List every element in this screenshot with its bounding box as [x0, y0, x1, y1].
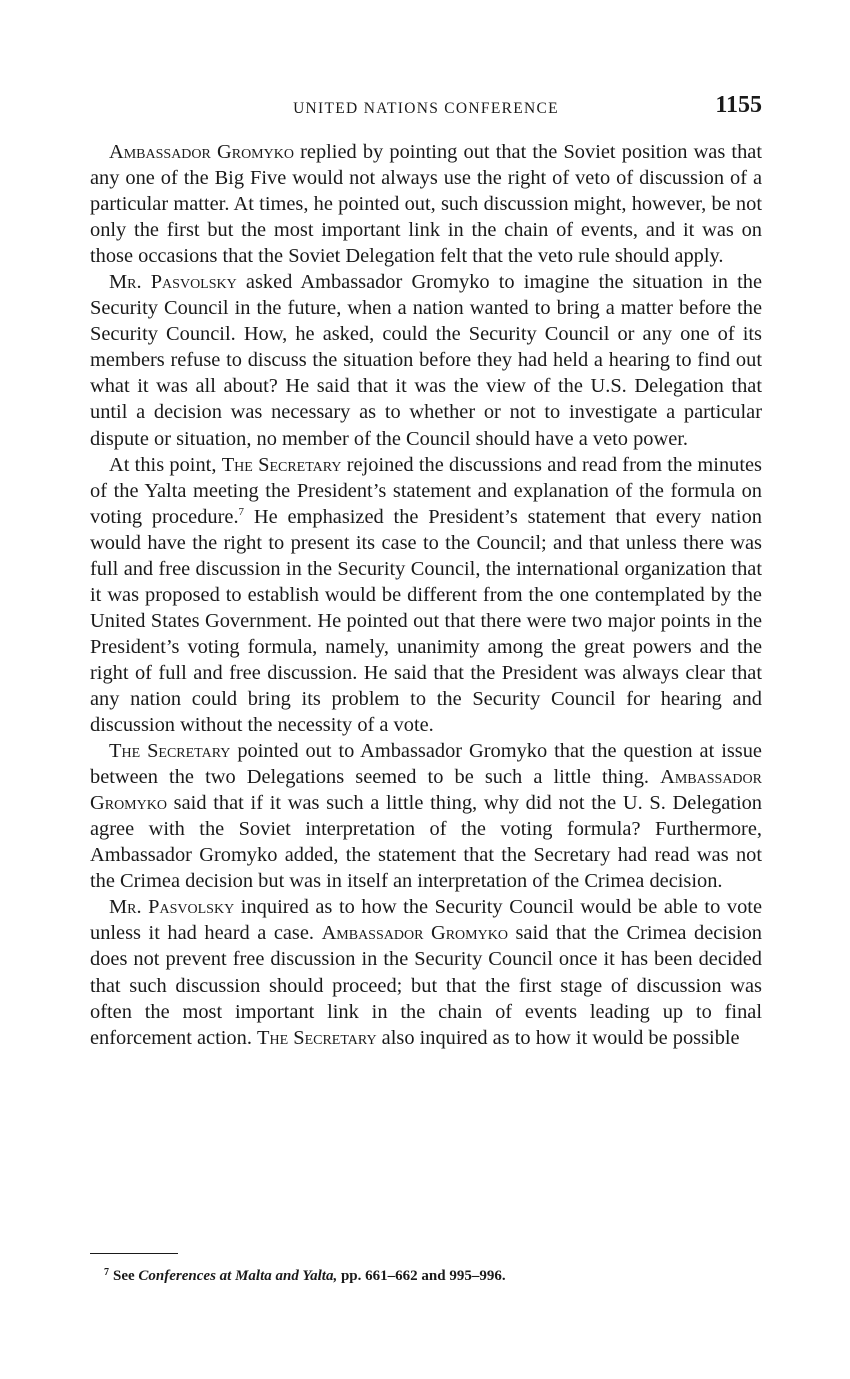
paragraph-text: rejoined the discussions and read from the minutes of the Yalta meeting the President’s statement and explanation of the formula on voting procedure. [90, 453, 762, 528]
page-number: 1155 [715, 92, 762, 118]
running-title: UNITED NATIONS CONFERENCE [293, 100, 559, 117]
footnote [104, 1266, 764, 1286]
speaker-name: The Secretary [257, 1026, 377, 1049]
speaker-name: Ambassador Gromyko [90, 766, 762, 815]
speaker-name: Ambassador Gromyko [321, 922, 508, 945]
paragraph-text: replied by pointing out that the Soviet position was that any one of the Big Five would not always use the right of veto of discussion of a particular matter. At times, he pointed out, such discussion might, however, be not only the first but the most important link in the chain of events, and it was on those occasions that the Soviet Delegation felt that the veto rule should apply. [90, 141, 762, 268]
footnote-prefix: See [113, 1268, 139, 1284]
page-header [90, 92, 762, 126]
speaker-name: The Secretary [109, 740, 231, 763]
speaker-name: Mr. Pasvolsky [109, 896, 235, 919]
paragraph-5 [90, 894, 762, 1050]
paragraph-text: pointed out to Ambassador Gromyko that the question at issue between the two Delegations seemed to be such a little thing. [90, 740, 762, 789]
footnote-divider [90, 1253, 178, 1254]
paragraph-text: inquired as to how the Security Council would be able to vote unless it had heard a case. [90, 896, 762, 945]
speaker-name: Mr. Pasvolsky [109, 271, 237, 294]
paragraph-2 [90, 269, 762, 451]
paragraph-1 [90, 139, 762, 269]
speaker-name: Ambassador Gromyko [109, 141, 294, 163]
footnote-suffix: pp. 661–662 and 995–996. [337, 1268, 506, 1284]
paragraph-text: said that the Crimea decision does not prevent free discussion in the Security Council once it has been decided that such discussion should proceed; but that the first stage of discussion was often the most important link in the chain of events leading up to final enforcement action. [90, 922, 762, 1049]
paragraph-lead: At this point, [109, 453, 222, 476]
speaker-name: The Secretary [221, 453, 342, 476]
paragraph-text: said that if it was such a little thing, why did not the U. S. Delegation agree with the Soviet interpretation of the voting formula? Furthermore, Ambassador Gromyko added, the statement that the Secretary had read was not the Crimea decision but was in itself an interpretation of the Crimea decision. [90, 792, 762, 893]
paragraph-text: asked Ambassador Gromyko to imagine the situation in the Security Council in the future, when a nation wanted to bring a matter before the Security Council. How, he asked, could the Security Council or any one of its members refuse to discuss the situation before they had held a hearing to find out what it was all about? He said that it was the view of the U.S. Delegation that until a decision was necessary as to whether or not to investigate a particular dispute or situation, no member of the Council should have a veto power. [90, 271, 762, 450]
paragraph-text: He emphasized the President’s statement that every nation would have the right to present its case to the Council; and that unless there was full and free discussion in the Security Council, the international organization that it was proposed to establish would be different from the one contemplated by the United States Government. He pointed out that there were two major points in the President’s voting formula, namely, unanimity among the great powers and the right of full and free discussion. He said that the President was always clear that any nation could bring its problem to the Security Council for hearing and discussion without the necessity of a vote. [90, 505, 762, 737]
footnote-mark: 7 [104, 1267, 109, 1278]
paragraph-3 [90, 452, 762, 739]
paragraph-text: also inquired as to how it would be possible [376, 1026, 740, 1049]
body-text [90, 139, 762, 1051]
paragraph-4 [90, 738, 762, 894]
footnote-reference: 7 [238, 505, 245, 518]
footnote-title: Conferences at Malta and Yalta, [138, 1268, 338, 1284]
